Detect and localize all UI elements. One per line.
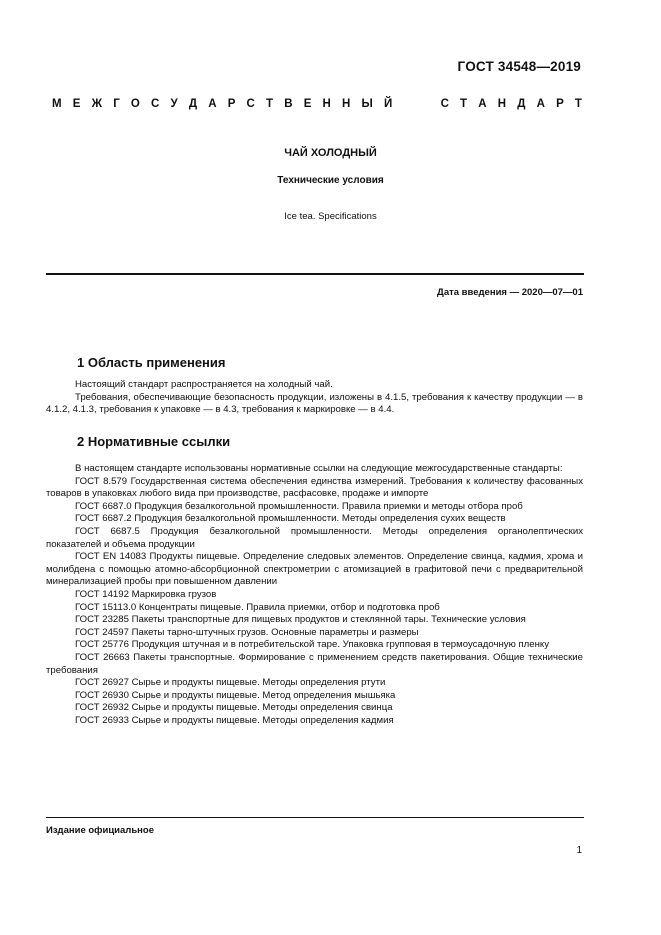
section2-paragraph: ГОСТ 25776 Продукция штучная и в потребительской таре. Упаковка групповая в термоусадочную пленку: [75, 639, 549, 651]
section2-paragraph: ГОСТ 26927 Сырье и продукты пищевые. Методы определения ртути: [75, 677, 386, 689]
banner-letter: Ы: [361, 98, 373, 110]
banner-letter: Е: [72, 98, 81, 110]
footer-divider: [46, 817, 584, 818]
section-2-body: [46, 463, 583, 727]
banner-letter: Т: [266, 98, 274, 110]
section2-paragraph: ГОСТ 26933 Сырье и продукты пищевые. Методы определения кадмия: [75, 714, 394, 726]
section2-paragraph: ГОСТ 26932 Сырье и продукты пищевые. Методы определения свинца: [75, 702, 393, 714]
banner-letter: М: [52, 98, 62, 110]
official-edition-label: Издание официальное: [46, 825, 154, 836]
section2-paragraph: В настоящем стандарте использованы нормативные ссылки на следующие межгосударственные стандарты:: [75, 463, 563, 474]
section-2-heading: 2 Нормативные ссылки: [77, 434, 231, 449]
banner-letter: А: [208, 98, 217, 110]
banner-letter: Т: [460, 98, 468, 110]
banner-letter: А: [536, 98, 545, 110]
banner-letter: Р: [227, 98, 236, 110]
banner-letter: Н: [342, 98, 351, 110]
banner-letter: С: [440, 98, 449, 110]
banner-letter: Т: [574, 98, 582, 110]
section2-paragraph: ГОСТ 26663 Пакеты транспортные. Формирование с применением средств пакетирования. Общие технические требования: [46, 651, 583, 676]
section2-paragraph: ГОСТ 6687.5 Продукция безалкогольной промышленности. Методы определения органолептических показателей и объема продукции: [46, 525, 583, 550]
banner-letter: Е: [303, 98, 312, 110]
banner-letter: В: [284, 98, 293, 110]
section1-paragraph: Требования, обеспечивающие безопасность продукции, изложены в 4.1.5, требования к качеству продукции — в 4.1.2, 4.1.3, требования к упаковке — в 4.3, требования к маркировке — в 4.4.: [46, 391, 583, 416]
section2-paragraph: ГОСТ 24597 Пакеты тарно-штучных грузов. Основные параметры и размеры: [75, 626, 419, 638]
section-1-body: [46, 379, 583, 417]
banner-letter: У: [170, 98, 178, 110]
section2-paragraph: ГОСТ 14192 Маркировка грузов: [75, 588, 217, 600]
document-title: ЧАЙ ХОЛОДНЫЙ: [284, 147, 377, 159]
banner-letter: Г: [113, 98, 120, 110]
gost-code: ГОСТ 34548—2019: [457, 59, 581, 74]
section2-paragraph: ГОСТ 8.579 Государственная система обеспечения единства измерений. Требования к количеству фасованных товаров в упаковках любого вида при производстве, расфасовке, продаже и импорте: [46, 475, 583, 500]
section2-paragraph: ГОСТ 15113.0 Концентраты пищевые. Правила приемки, отбор и подготовка проб: [75, 601, 440, 613]
section-1-heading: 1 Область применения: [77, 355, 226, 370]
banner-letter: Р: [556, 98, 564, 110]
title-divider: [46, 273, 584, 275]
banner-letter: С: [151, 98, 160, 110]
banner-letter: Н: [497, 98, 507, 110]
introduction-date: Дата введения — 2020—07—01: [437, 287, 583, 298]
banner-letter: С: [246, 98, 255, 110]
banner-letter: Й: [383, 98, 393, 110]
section2-paragraph: ГОСТ EN 14083 Продукты пищевые. Определение следовых элементов. Определение свинца, кадмия, хрома и молибдена с помощью атомно-абсорбционной спектрометрии с атомизацией в графитовой печи с предварительной минерализацией пробы при повышенном давлении: [46, 551, 583, 588]
banner-letter: Д: [517, 98, 526, 110]
section2-paragraph: ГОСТ 6687.2 Продукция безалкогольной промышленности. Методы определения сухих веществ: [75, 513, 506, 525]
banner-letter: Ж: [91, 98, 103, 110]
document-title-english: Ice tea. Specifications: [284, 211, 377, 222]
section1-paragraph: Настоящий стандарт распространяется на холодный чай.: [75, 379, 333, 390]
section2-paragraph: ГОСТ 26930 Сырье и продукты пищевые. Метод определения мышьяка: [75, 689, 396, 701]
document-subtitle: Технические условия: [277, 175, 384, 186]
section2-paragraph: ГОСТ 23285 Пакеты транспортные для пищевых продуктов и стеклянной тары. Технические условия: [75, 614, 526, 626]
banner-letter: О: [130, 98, 140, 110]
banner-letter: Д: [188, 98, 198, 110]
banner-letter: Н: [322, 98, 331, 110]
interstate-standard-banner: [52, 98, 582, 110]
section2-paragraph: ГОСТ 6687.0 Продукция безалкогольной промышленности. Правила приемки и методы отбора проб: [75, 500, 523, 512]
banner-letter: А: [478, 98, 487, 110]
page-number: 1: [576, 845, 582, 856]
